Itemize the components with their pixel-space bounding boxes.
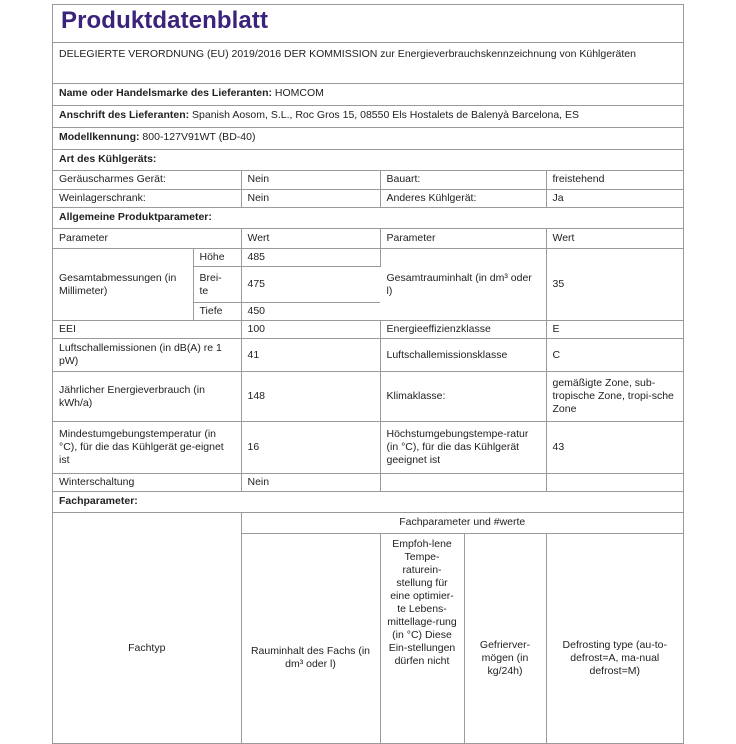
table-row [53,372,683,422]
table-row [53,171,683,189]
winter-value: Nein [241,474,380,492]
volume-label: Gesamtrauminhalt (in dm³ oder l) [380,249,546,321]
supplier-name-value: HOMCOM [274,87,324,99]
table-row [53,229,683,249]
col-param-1: Parameter [53,229,241,249]
min-temp-label: Mindestumgebungstemperatur (in °C), für die das Kühlgerät ge-eignet ist [53,422,241,474]
supplier-address-label: Anschrift des Lieferanten: [59,109,190,121]
page-title: Produktdatenblatt [53,5,683,43]
max-temp-label: Höchstumgebungstempe-ratur (in °C), für die das Kühlgerät geeignet ist [380,422,546,474]
noise-class-value: C [546,339,683,372]
compartment-table [53,513,683,744]
table-row [53,249,683,267]
table-row [53,339,683,372]
supplier-address-row [53,106,683,128]
volume-value: 35 [546,249,683,321]
design-label: Bauart: [380,171,546,189]
empty-cell [546,474,683,492]
appliance-type-table [53,171,683,208]
noise-label: Luftschallemissionen (in dB(A) re 1 pW) [53,339,241,372]
supplier-name-label: Name oder Handelsmarke des Lieferanten: [59,87,272,99]
eei-label: EEI [53,321,241,339]
col-param-2: Parameter [380,229,546,249]
appliance-type-heading-row [53,150,683,171]
other-appliance-value: Ja [546,189,683,207]
regulation-text: DELEGIERTE VERORDNUNG (EU) 2019/2016 DER KOMMISSION zur Energieverbrauchskennzeichnung von Kühlgeräten [59,48,636,60]
max-temp-value: 43 [546,422,683,474]
supplier-name-row [53,84,683,106]
compartment-group-header: Fachparameter und #werte [241,513,683,533]
compartment-heading: Fachparameter: [59,495,138,507]
col-value-2: Wert [546,229,683,249]
depth-value: 450 [241,303,380,321]
energy-class-value: E [546,321,683,339]
model-row [53,128,683,150]
regulation-row [53,43,683,84]
compartment-heading-row [53,492,683,513]
table-row [53,474,683,492]
noise-class-label: Luftschallemissionsklasse [380,339,546,372]
model-label: Modellkennung: [59,131,140,143]
winter-label: Winterschaltung [53,474,241,492]
noise-value: 41 [241,339,380,372]
depth-label: Tiefe [193,303,241,321]
wine-cabinet-label: Weinlagerschrank: [53,189,241,207]
width-label: Brei- te [193,267,241,303]
width-value: 475 [241,267,380,303]
general-heading-row [53,208,683,229]
compartment-type-header: Fachtyp [53,513,241,744]
model-value: 800-127V91WT (BD-40) [142,131,256,143]
col-value-1: Wert [241,229,380,249]
table-row [53,321,683,339]
product-data-sheet [52,4,684,744]
table-row [53,189,683,207]
min-temp-value: 16 [241,422,380,474]
empty-cell [380,474,546,492]
compartment-defrost-header: Defrosting type (au-to-defrost=A, ma-nual defrost=M) [562,638,667,677]
table-row [53,513,683,533]
height-label: Höhe [193,249,241,267]
compartment-temp-header: Empfoh-lene Tempe-raturein-stellung für eine optimier-te Lebens-mittellage-rung (in °C) Diese Ein-stellungen dürfen nicht [380,533,464,744]
height-value: 485 [241,249,380,267]
low-noise-label: Geräuscharmes Gerät: [53,171,241,189]
design-value: freistehend [546,171,683,189]
wine-cabinet-value: Nein [241,189,380,207]
eei-value: 100 [241,321,380,339]
appliance-type-heading: Art des Kühlgeräts: [59,153,157,165]
other-appliance-label: Anderes Kühlgerät: [380,189,546,207]
annual-energy-value: 148 [241,372,380,422]
general-heading: Allgemeine Produktparameter: [59,210,212,223]
compartment-freeze-header: Gefrierver-mögen (in kg/24h) [464,533,546,744]
energy-class-label: Energieeffizienzklasse [380,321,546,339]
low-noise-value: Nein [241,171,380,189]
supplier-address-value: Spanish Aosom, S.L., Roc Gros 15, 08550 Els Hostalets de Balenyà Barcelona, ES [192,109,579,121]
climate-class-label: Klimaklasse: [380,372,546,422]
annual-energy-label: Jährlicher Energieverbrauch (in kWh/a) [53,372,241,422]
table-row [53,422,683,474]
climate-class-value: gemäßigte Zone, sub-tropische Zone, tropi-sche Zone [546,372,683,422]
compartment-volume-header: Rauminhalt des Fachs (in dm³ oder l) [241,533,380,744]
dimensions-label: Gesamtabmessungen (in Millimeter) [53,249,193,321]
general-parameters-table [53,229,683,493]
